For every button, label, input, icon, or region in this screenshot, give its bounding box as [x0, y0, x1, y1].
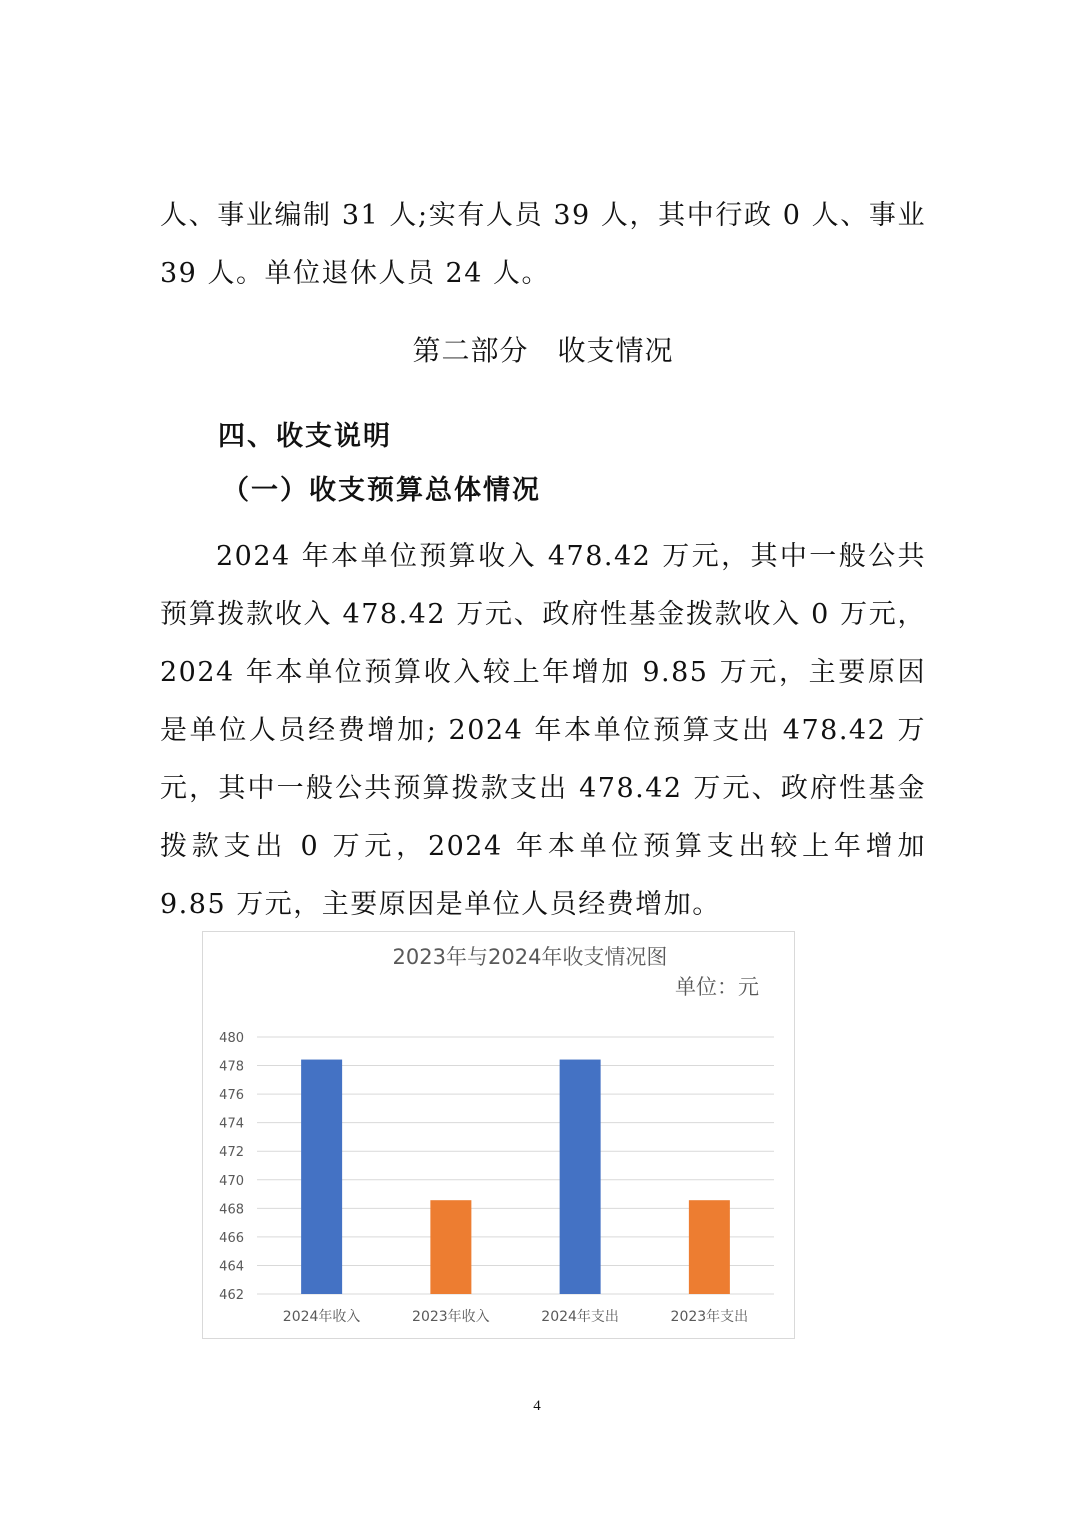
y-axis-ticks — [219, 1031, 244, 1303]
bar — [301, 1060, 342, 1294]
section-heading: 四、收支说明 — [218, 421, 392, 452]
x-axis-labels — [283, 1308, 748, 1325]
y-tick-label: 464 — [219, 1259, 244, 1275]
bar — [689, 1200, 730, 1294]
chart-title: 2023年与2024年收支情况图 — [392, 945, 668, 969]
y-tick-label: 476 — [219, 1088, 244, 1104]
y-tick-label: 472 — [219, 1145, 244, 1161]
part-title: 第二部分 收支情况 — [412, 334, 674, 367]
chart-svg — [203, 932, 794, 1338]
y-tick-label: 468 — [219, 1202, 244, 1218]
y-tick-label: 480 — [219, 1031, 244, 1046]
chart-subtitle: 单位：元 — [675, 975, 759, 999]
income-expenditure-chart — [202, 931, 795, 1339]
x-tick-label: 2023年收入 — [412, 1309, 490, 1325]
subsection-heading: （一）收支预算总体情况 — [222, 475, 541, 506]
y-tick-label: 470 — [219, 1173, 244, 1189]
x-tick-label: 2024年支出 — [541, 1309, 619, 1325]
bar — [430, 1200, 471, 1294]
y-tick-label: 462 — [219, 1288, 244, 1303]
x-tick-label: 2023年支出 — [670, 1309, 749, 1325]
x-tick-label: 2024年收入 — [282, 1309, 361, 1325]
y-tick-label: 478 — [219, 1059, 244, 1075]
y-tick-label: 466 — [219, 1230, 244, 1246]
y-tick-label: 474 — [219, 1116, 244, 1132]
bar — [560, 1060, 601, 1294]
page-number: 4 — [533, 1398, 541, 1414]
body-paragraph: 2024 年本单位预算收入 478.42 万元，其中一般公共预算拨款收入 478.42 万元、政府性基金拨款收入 0 万元，2024 年本单位预算收入较上年增加 9.85 万元，主要原因是单位人员经费增加; 2024 年本单位预算支出 478.42 万元，其中一般公共预算拨款支出 478.42 万元、政府性基金拨款支出 0 万元，2024 年本单位预算支出较上年增加 9.85 万元，主要原因是单位人员经费增加。 — [160, 541, 926, 920]
bars — [301, 1060, 730, 1294]
intro-paragraph: 人、事业编制 31 人;实有人员 39 人，其中行政 0 人、事业 39 人。单位退休人员 24 人。 — [160, 200, 926, 289]
